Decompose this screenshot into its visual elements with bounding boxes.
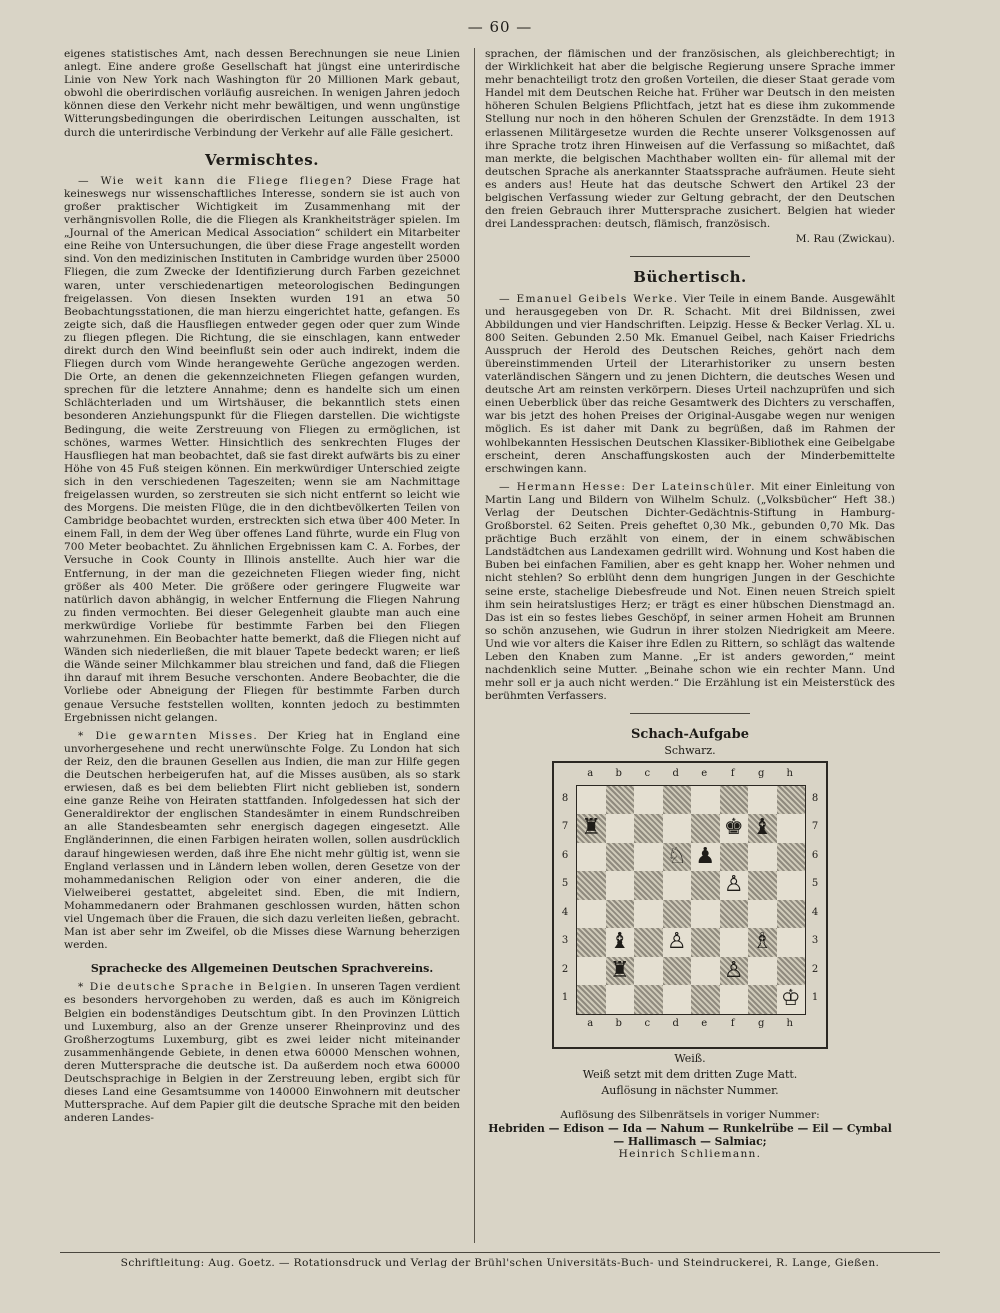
board-square-a1 [577,985,606,1014]
section-rule-2 [630,713,750,714]
board-square-f7 [720,814,749,843]
file-label: f [730,767,735,779]
chess-piece: ♝ [609,929,630,955]
riddle-solution-name: Heinrich Schliemann. [618,1148,762,1161]
left-column [64,48,460,1130]
board-square-h4 [777,900,806,929]
chess-piece: ♙ [723,957,744,983]
chess-piece: ♝ [752,815,773,841]
board-square-d3 [663,928,692,957]
file-labels-top [576,767,804,780]
belgium-article [64,981,460,1125]
board-square-e3 [691,928,720,957]
board-square-b7 [606,814,635,843]
board-square-e2 [691,957,720,986]
board-square-g7 [748,814,777,843]
fly-article-lead: — Wie weit kann die Fliege fliegen? [78,174,353,187]
board-square-e7 [691,814,720,843]
fly-article [64,175,460,725]
rank-label: 8 [561,792,569,804]
board-square-b1 [606,985,635,1014]
board-square-b3 [606,928,635,957]
file-label: b [615,767,622,779]
board-square-g3 [748,928,777,957]
board-square-h6 [777,843,806,872]
file-label: g [758,767,765,779]
hesse-review-lead: — Hermann Hesse: Der Lateinschüler. [499,480,756,493]
board-square-d7 [663,814,692,843]
chess-black-label: Schwarz. [664,743,716,757]
rank-label: 5 [561,878,569,890]
file-label: c [644,1017,651,1029]
board-square-a3 [577,928,606,957]
rank-label: 6 [811,849,819,861]
board-square-e6 [691,843,720,872]
board-square-f5 [720,871,749,900]
column-divider [474,48,475,1243]
board-square-c5 [634,871,663,900]
board-square-g1 [748,985,777,1014]
chess-piece: ♙ [666,929,687,955]
chess-piece: ♗ [752,929,773,955]
board-square-b4 [606,900,635,929]
board-square-a5 [577,871,606,900]
rank-label: 3 [811,935,819,947]
file-label: d [672,1017,679,1029]
belgium-article-lead: * Die deutsche Sprache in Belgien. [78,981,313,994]
board-square-f1 [720,985,749,1014]
board-square-g2 [748,957,777,986]
board-square-g6 [748,843,777,872]
board-square-f3 [720,928,749,957]
chess-piece: ♚ [723,815,744,841]
board-square-c7 [634,814,663,843]
board-square-d1 [663,985,692,1014]
rank-label: 8 [811,792,819,804]
chess-piece: ♟ [695,843,716,869]
rank-label: 2 [811,963,819,975]
fly-article-body: Diese Frage hat keineswegs nur wissenschaftliches Interesse, sondern sie ist auch von großer praktischer Wichtigkeit im Zusammenhang mit der verhängnisvollen Rolle, die die Fliegen als Krankheitsträger spielen. Im „Journal of the American Medical Association“ schildert ein Mitarbeiter eine Reihe von Untersuchungen, die über diese Frage angestellt worden sind. Von den medizinischen Instituten in Cambridge wurden über 25000 Fliegen, die zum Zwecke der Identifizierung durch Farben gezeichnet waren, unter verschiedenartigen meteorologischen Bedingungen freigelassen. Von diesen Insekten wurden 191 an etwa 50 Beobachtungsstationen, die man hierzu eingerichtet hatte, gefangen. Es zeigte sich, daß die Hausfliegen entweder gegen oder quer zum Winde zu fliegen pflegen. Die Richtung, die sie einschlagen, kann entweder direkt durch den Wind beeinflußt sein oder auch indirekt, indem die Fliegen durch vom Winde herangewehte Gerüche angezogen werden. Die Orte, an denen die gekennzeichneten Fliegen gefangen wurden, sprechen für die letztere Annahme; denn es handelte sich um einen Schlächterladen und um Wirtshäuser, die bekanntlich stets einen besonderen Anziehungspunkt für die Fliegen darstellen. Die wichtigste Bedingung, die weite Zerstreuung von Fliegen zu ermöglichen, ist schönes, warmes Wetter. Hinsichtlich des senkrechten Fluges der Hausfliegen hat man beobachtet, daß sie fast direkt aufwärts bis zu einer Höhe von 45 Fuß steigen können. Ein merkwürdiger Unterschied zeigte sich in den verschiedenen Tageszeiten; wenn sie am Nachmittage freigelassen wurden, so zerstreuten sie sich nicht entfernt so leicht wie des Morgens. Die meisten Flüge, die in den dichtbevölkerten Teilen von Cambridge beobachtet wurden, erstreckten sich etwa über 400 Meter. In einem Fall, in dem der Weg über offenes Land führte, wurde ein Flug von 700 Meter beobachtet. Zu ähnlichen Ergebnissen kam C. A. Forbes, der Versuche in Cook County in Illinois anstellte. Auch hier war die Entfernung, in der man die gezeichneten Fliegen wieder fing, nicht größer als 400 Meter. Die größere oder geringere Flugweite war natürlich davon abhängig, in welcher Entfernung die Fliegen Nahrung zu finden vermochten. Bei dieser Gelegenheit glaubte man auch eine merkwürdige Vorliebe für bestimmte Farben bei den Fliegen wahrzunehmen. Ein Beobachter hatte bemerkt, daß die Fliegen nicht auf Wänden sich niederließen, die mit blauer Tapete bedeckt waren; er ließ die Wände seiner Milchkammer blau streichen und fand, daß die Fliegen ihn darauf mit ihrem Besuche verschonten. Andere Beobachter, die die Vorliebe oder Abneigung der Fliegen für bestimmte Farben durch genaue Versuche feststellen wollten, konnten jedoch zu bestimmten Ergebnissen nicht gelangen. [64,174,460,724]
file-label: a [587,1017,594,1029]
board-square-c3 [634,928,663,957]
rank-labels-right [806,785,824,1013]
board-square-b8 [606,786,635,815]
board-square-d4 [663,900,692,929]
board-square-b6 [606,843,635,872]
rank-label: 1 [811,992,819,1004]
board-square-d2 [663,957,692,986]
board-square-d6 [663,843,692,872]
chess-piece: ♜ [581,815,602,841]
board-square-e4 [691,900,720,929]
sprachecke-heading: Sprachecke des Allgemeinen Deutschen Sprachvereins. [90,962,434,976]
riddle-solution [485,1109,895,1161]
misses-article [64,730,460,953]
board-square-h5 [777,871,806,900]
chess-diagram [552,761,828,1049]
file-label: e [701,1017,708,1029]
file-label: f [730,1017,735,1029]
section-rule [630,256,750,257]
board-square-e8 [691,786,720,815]
chess-piece: ♔ [780,986,801,1012]
chess-piece: ♙ [723,872,744,898]
rank-label: 2 [561,963,569,975]
geibel-review-lead: — Emanuel Geibels Werke. [499,292,679,305]
file-label: d [672,767,679,779]
board-square-c4 [634,900,663,929]
board-square-a8 [577,786,606,815]
file-label: e [701,767,708,779]
rank-label: 7 [561,821,569,833]
file-label: g [758,1017,765,1029]
misses-article-lead: * Die gewarnten Misses. [78,729,259,742]
board-square-c6 [634,843,663,872]
author-signature: M. Rau (Zwickau). [795,233,895,246]
board-square-c8 [634,786,663,815]
board-square-a4 [577,900,606,929]
board-square-f2 [720,957,749,986]
rank-label: 3 [561,935,569,947]
file-label: h [786,1017,793,1029]
board-square-a6 [577,843,606,872]
file-labels-bottom [576,1017,804,1030]
board-square-h7 [777,814,806,843]
vermischtes-heading: Vermischtes. [205,150,319,169]
board-square-a7 [577,814,606,843]
board-square-e5 [691,871,720,900]
board-square-b2 [606,957,635,986]
board-square-g4 [748,900,777,929]
chess-piece: ♜ [609,957,630,983]
rank-label: 6 [561,849,569,861]
file-label: a [587,767,594,779]
intro-paragraph: eigenes statistisches Amt, nach dessen Berechnungen sie neue Linien anlegt. Eine andere große Gesellschaft hat jüngst eine unterirdische Linie von New York nach Washington für 20 Millionen Mark gebaut, obwohl die oberirdischen vorläufig ausreichen. In wenigen Jahren jedoch können diese den Verkehr nicht mehr bewältigen, und wenn ungünstige Witterungsbedingungen die oberirdischen Leitungen ausschalten, ist durch die unterirdische Verbindung der Verkehr auf alle Fälle gesichert. [64,48,460,139]
riddle-solution-title: Auflösung des Silbenrätsels in voriger Nummer: [560,1108,820,1121]
geibel-review [485,293,895,476]
rank-label: 4 [811,906,819,918]
chess-piece: ♘ [666,843,687,869]
riddle-solution-words: Hebriden — Edison — Ida — Nahum — Runkelrübe — Eil — Cymbal — Hallimasch — Salmiac; [488,1121,892,1149]
board-square-e1 [691,985,720,1014]
rank-label: 7 [811,821,819,833]
board-square-d5 [663,871,692,900]
chess-task: Weiß setzt mit dem dritten Zuge Matt. [582,1067,798,1081]
chess-title: Schach-Aufgabe [631,727,749,743]
board-square-g8 [748,786,777,815]
board-square-c2 [634,957,663,986]
file-label: b [615,1017,622,1029]
file-label: h [786,767,793,779]
right-column [485,48,895,1161]
page-number: — 60 — [467,18,533,36]
chess-board [576,785,806,1015]
board-square-b5 [606,871,635,900]
rank-label: 4 [561,906,569,918]
misses-article-body: Der Krieg hat in England eine unvorhergesehene und recht unerwünschte Folge. Zu London hat sich der Reiz, den die braunen Gesellen aus Indien, die man zur Hilfe gegen die Deutschen herbeigerufen hat, auf die Misses ausüben, als so stark erwiesen, daß es bei dem beliebten Flirt nicht geblieben ist, sondern eine ganze Reihe von Heiraten stattfanden. Infolgedessen hat sich der Generaldirektor der englischen Standesämter in einem Rundschreiben an alle Standesbeamten sehr energisch dagegen eingesetzt. Alle Engländerinnen, die einen Farbigen heiraten wollen, sollen ausdrücklich darauf hingewiesen werden, daß ihre Ehe nicht mehr gültig ist, wenn sie England verlassen und in Ländern leben wollen, deren Gesetze von der mohammedanischen Religion oder von einer anderen, die die Vielweiberei gestattet, abgeleitet sind. Eben, die mit Indiern, Mohammedanern oder Brahmanen geschlossen wurden, hätten schon viel Ungemach über die Frauen, die sich dazu verleiten ließen, gebracht. Man ist aber sehr im Zweifel, ob die Misses diese Warnung beherzigen werden. [64,729,460,952]
chess-white-label: Weiß. [674,1051,706,1065]
board-square-g5 [748,871,777,900]
chess-note: Auflösung in nächster Nummer. [601,1083,779,1097]
belgium-article-body: In unseren Tagen verdient es besonders hervorgehoben zu werden, daß es auch im Königreich Belgien ein bodenständiges Deutschtum gibt. In den Provinzen Lüttich und Luxemburg, also an der Grenze unserer Rheinprovinz und des Großherzogtums Luxemburg, gibt es zwei leider nicht miteinander zusammenhängende Gebiete, in denen etwa 60000 Menschen wohnen, deren Muttersprache die deutsche ist. Da außerdem noch etwa 60000 Deutschsprachige in Belgien in der Zerstreuung leben, ergibt sich für dieses Land eine Gesamtsumme von 140000 Einwohnern mit deutscher Muttersprache. Auf dem Papier gilt die deutsche Sprache mit den beiden anderen Landes- [64,981,460,1125]
board-square-h8 [777,786,806,815]
belgium-continuation: sprachen, der flämischen und der französischen, als gleichberechtigt; in der Wirklichkeit hat aber die belgische Regierung unsere Sprache immer mehr benachteiligt trotz den großen Vorteilen, die dieser Staat gerade vom Handel mit dem Deutschen Reiche hat. Früher war Deutsch in den meisten höheren Schulen Belgiens Pflichtfach, jetzt hat es diese ihm zukommende Stellung nur noch in den höheren Schulen der Grenzstädte. In dem 1913 erlassenen Militärgesetze wurden die Rechte unserer Volksgenossen auf ihre Sprache trotz ihren Hinweisen auf die Verfassung so mißachtet, daß man merkte, die belgischen Machthaber wollten ein- für allemal mit der deutschen Sprache als anerkannter Staatssprache aufräumen. Heute sieht es anders aus! Heute hat das deutsche Schwert den Artikel 23 der belgischen Verfassung wieder zur Geltung gebracht, der den Deutschen den freien Gebrauch ihrer Muttersprache zusichert. Belgien hat wieder drei Landessprachen: deutsch, flämisch, französisch. [485,48,895,231]
board-square-h2 [777,957,806,986]
board-square-h3 [777,928,806,957]
hesse-review-body: Mit einer Einleitung von Martin Lang und Bildern von Wilhelm Schulz. („Volksbücher“ Heft 38.) Verlag der Deutschen Dichter-Gedächtnis-Stiftung in Hamburg-Großborstel. 62 Seiten. Preis geheftet 0,30 Mk., gebunden 0,70 Mk. Das prächtige Buch erzählt von einem, der in einem schwäbischen Landstädtchen aus Landexamen gedrillt wird. Wohnung und Kost haben die Buben bei einfachen Familien, aber es geht knapp her. Woher nehmen und nicht stehlen? So erblüht denn dem hungrigen Jungen in der Geschichte seine erste, stachelige Diebesfreude und Not. Einen neuen Streich spielt ihm sein heiratslustiges Herz; er trägt es einer hübschen Dienstmagd an. Das ist ein so festes liebes Geschöpf, in seiner armen Hoheit am Brunnen so schön anzusehen, wie Gudrun in ihrer stolzen Niedrigkeit am Meere. Und wie vor alters die Kaiser ihre Edlen zu Rittern, so schlägt das waltende Leben den Knaben zum Manne. „Er ist anders geworden,“ meint nachdenklich seine Mutter. „Beinahe schon wie ein rechter Mann. Und mehr soll er ja auch nicht werden.“ Die Erzählung ist ein Meisterstück des berühmten Verfassers. [485,480,895,703]
rank-label: 5 [811,878,819,890]
board-square-f4 [720,900,749,929]
file-label: c [644,767,651,779]
board-square-f6 [720,843,749,872]
board-square-d8 [663,786,692,815]
rank-label: 1 [561,992,569,1004]
board-square-f8 [720,786,749,815]
hesse-review [485,481,895,704]
buechertisch-heading: Büchertisch. [633,268,747,287]
rank-labels-left [556,785,574,1013]
board-square-h1 [777,985,806,1014]
board-square-c1 [634,985,663,1014]
geibel-review-body: Vier Teile in einem Bande. Ausgewählt und herausgegeben von Dr. R. Schacht. Mit drei Bildnissen, zwei Abbildungen und vier Handschriften. Leipzig. Hesse & Becker Verlag. XL u. 800 Seiten. Gebunden 2.50 Mk. Emanuel Geibel, nach Kaiser Friedrichs Ausspruch der Herold des Deutschen Reiches, gehört nach dem übereinstimmenden Urteil der Literarhistoriker zu unsern besten vaterländischen Sängern und zu jenen Dichtern, die deutsches Wesen und deutsche Art am reinsten verkörpern. Dieses Urteil nachzuprüfen und sich einen Ueberblick über das reiche Gesamtwerk des Dichters zu verschaffen, war bis jetzt des hohen Preises der Original-Ausgabe wegen nur wenigen möglich. Es ist daher mit Dank zu begrüßen, daß im Rahmen der wohlbekannten Hessischen Deutschen Klassiker-Bibliothek eine Geibelgabe erscheint, deren Anschaffungskosten auch der Minderbemittelte erschwingen kann. [485,292,896,475]
imprint-footer: Schriftleitung: Aug. Goetz. — Rotationsdruck und Verlag der Brühl'schen Universitäts-Buch- und Steindruckerei, R. Lange, Gießen. [60,1252,940,1269]
board-square-a2 [577,957,606,986]
